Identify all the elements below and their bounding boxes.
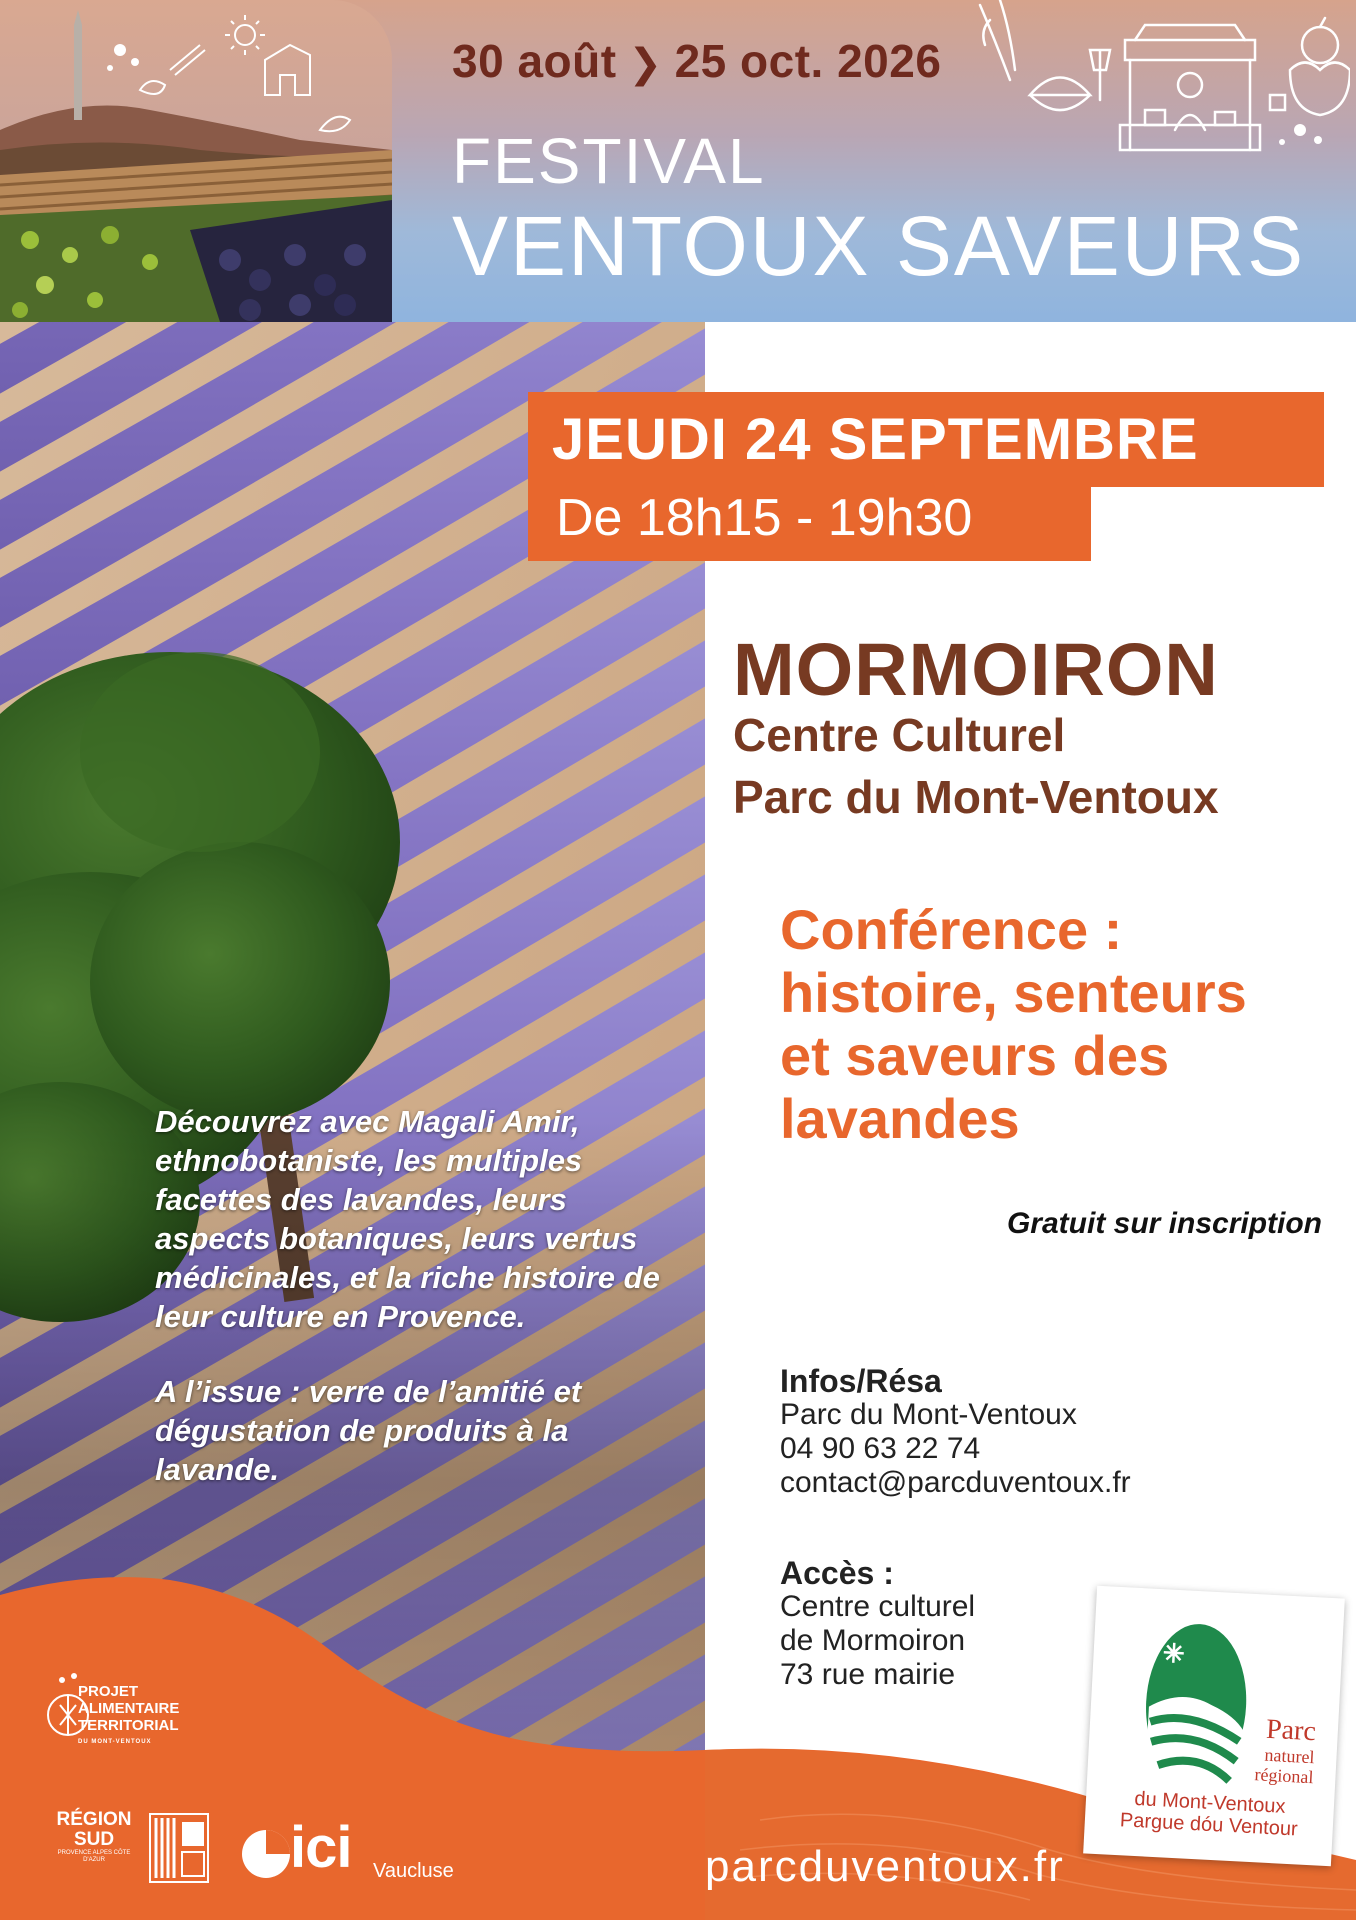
conference-title-line: et saveurs des	[780, 1024, 1170, 1087]
region-shield-icon	[148, 1812, 210, 1884]
market-stall-illustration-icon	[970, 0, 1350, 160]
region-small: PROVENCE ALPES CÔTE D'AZUR	[57, 1850, 131, 1863]
pnr-line: Pargue dóu Ventour	[1119, 1809, 1299, 1841]
event-hours: De 18h15 - 19h30	[556, 489, 973, 547]
venue-line-1: Centre Culturel	[733, 709, 1066, 761]
event-day: JEUDI 24 SEPTEMBRE	[552, 407, 1199, 472]
ici-logo-icon	[238, 1826, 294, 1882]
ici-logo-word: ici	[290, 1815, 352, 1880]
infos-block	[780, 1364, 1131, 1500]
pnr-line: naturel	[1264, 1744, 1316, 1768]
pat-line: TERRITORIAL	[78, 1717, 179, 1734]
event-town: MORMOIRON	[733, 628, 1219, 711]
festival-title-line1: FESTIVAL	[452, 125, 766, 197]
header-landscape-photo	[0, 0, 392, 322]
acces-line: de Mormoiron	[780, 1624, 966, 1657]
pat-line: DU MONT-VENTOUX	[78, 1739, 152, 1745]
acces-line: 73 rue mairie	[780, 1658, 956, 1691]
festival-header	[0, 0, 1356, 322]
conference-title-line: Conférence :	[780, 898, 1123, 961]
pnr-line: du Mont-Ventoux	[1133, 1787, 1287, 1818]
acces-line: Centre culturel	[780, 1590, 976, 1623]
acces-heading: Accès :	[780, 1555, 894, 1591]
pat-line: PROJET	[78, 1683, 139, 1700]
pnr-line: Parc	[1265, 1713, 1317, 1748]
venue-line-2: Parc du Mont-Ventoux	[733, 771, 1219, 823]
pnr-logo	[1083, 1586, 1345, 1867]
pnr-logo-text	[1254, 1714, 1317, 1787]
region-line: SUD	[73, 1829, 115, 1850]
pnr-logo-name	[1092, 1786, 1326, 1842]
infos-heading: Infos/Résa	[780, 1363, 942, 1399]
region-sud-logo	[54, 1810, 134, 1864]
ici-logo-subtitle: Vaucluse	[373, 1860, 454, 1882]
conference-title-line: lavandes	[780, 1087, 1020, 1150]
pnr-line: régional	[1254, 1764, 1314, 1788]
conference-title-line: histoire, senteurs	[780, 961, 1247, 1024]
conference-title	[780, 898, 1340, 1150]
pat-logo-text	[78, 1683, 179, 1751]
date-start: 30 août	[452, 35, 617, 87]
festival-dates	[452, 34, 941, 88]
website-link[interactable]: parcduventoux.fr	[705, 1842, 1065, 1891]
chevron-right-icon: ❯	[628, 42, 663, 86]
pat-line: ALIMENTAIRE	[78, 1700, 180, 1717]
infos-phone[interactable]: 04 90 63 22 74	[780, 1432, 981, 1465]
pnr-mountain-icon	[1137, 1616, 1256, 1792]
region-line: RÉGION	[56, 1809, 132, 1830]
description-paragraph-2: A l’issue : verre de l’amitié et dégustation de produits à la lavande.	[155, 1374, 582, 1487]
infos-email[interactable]: contact@parcduventoux.fr	[780, 1466, 1131, 1499]
festival-title-line2: VENTOUX SAVEURS	[452, 199, 1306, 293]
event-description	[155, 1102, 685, 1525]
infos-org: Parc du Mont-Ventoux	[780, 1398, 1077, 1431]
description-paragraph-1: Découvrez avec Magali Amir, ethnobotaniste, les multiples facettes des lavandes, leurs aspects botaniques, leurs vertus médicinales, et la riche histoire de leur culture en Provence.	[155, 1104, 660, 1334]
price-note: Gratuit sur inscription	[1006, 1207, 1322, 1240]
date-end: 25 oct. 2026	[674, 35, 942, 87]
